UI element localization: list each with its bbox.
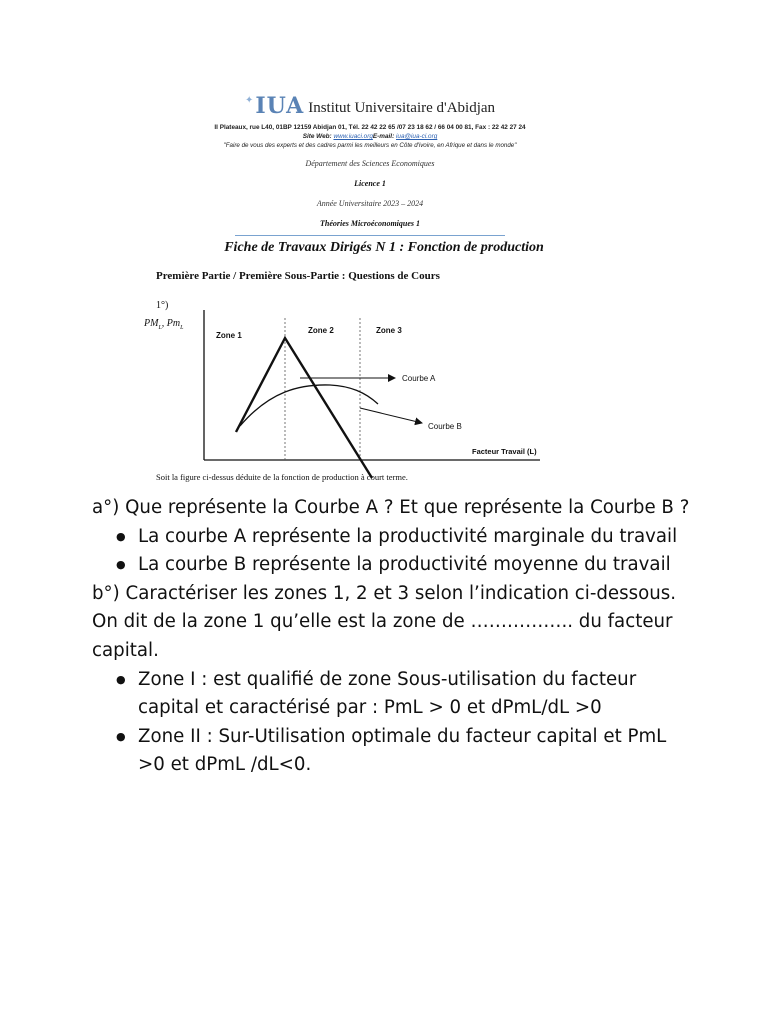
curve-a-label: Courbe A: [402, 374, 436, 383]
answers-section: [92, 494, 692, 780]
curve-a: [236, 338, 372, 478]
level: Licence 1: [354, 179, 386, 188]
production-function-figure: [140, 296, 560, 486]
y-axis-label: $PM_L$, $Pm_L$: [144, 318, 184, 331]
zone-1-label: Zone 1: [216, 331, 242, 340]
list-item: ● La courbe B représente la productivité moyenne du travail: [138, 551, 692, 580]
institution-name: Institut Universitaire d'Abidjan: [308, 100, 496, 116]
question-b: b°) Caractériser les zones 1, 2 et 3 selon l’indication ci-dessous.: [92, 582, 676, 604]
motto: "Faire de vous des experts et des cadres parmi les meilleurs en Côte d'ivoire, en Afrique et dans le monde": [223, 142, 517, 149]
zone-statement: On dit de la zone 1 qu’elle est la zone de …………….. du facteur capital.: [92, 611, 673, 661]
answers-a-list: [92, 523, 692, 580]
contact-line: [180, 133, 560, 140]
institution-logo: [180, 88, 560, 118]
letterhead: [180, 88, 560, 236]
header-divider: [235, 235, 505, 236]
worksheet-title: Fiche de Travaux Dirigés N 1 : Fonction de production: [224, 240, 544, 255]
question-number: 1°): [156, 300, 169, 311]
figure-caption: Soit la figure ci-dessus déduite de la fonction de production à court terme.: [156, 472, 408, 482]
email-label: E-mail:: [372, 133, 395, 140]
site-label: Site Web:: [302, 133, 332, 140]
answers-b-list: [92, 666, 692, 780]
question-a: a°) Que représente la Courbe A ? Et que représente la Courbe B ?: [92, 497, 690, 518]
part-title: Première Partie / Première Sous-Partie : Questions de Cours: [156, 270, 440, 282]
zone-3-label: Zone 3: [376, 326, 402, 335]
logo-mark: IUA: [255, 93, 305, 119]
list-item: ● La courbe A représente la productivité marginale du travail: [138, 523, 692, 552]
curve-b-arrow: [360, 408, 422, 423]
x-axis-label: Facteur Travail (L): [472, 447, 537, 456]
curve-b-label: Courbe B: [428, 422, 462, 431]
email-link[interactable]: iua@iua-ci.org: [396, 133, 438, 140]
institution-address: II Plateaux, rue L40, 01BP 12159 Abidjan 01, Tél. 22 42 22 65 /07 23 18 62 / 66 04 00 81, Fax : 22 42 27 24: [214, 124, 526, 131]
star-icon: ✦: [244, 95, 254, 106]
zone-2-label: Zone 2: [308, 326, 334, 335]
academic-year: Année Universitaire 2023 – 2024: [316, 199, 424, 208]
curve-b: [240, 385, 378, 426]
department: Département des Sciences Economiques: [305, 159, 435, 168]
figure-svg: [140, 296, 560, 486]
list-item: ● Zone I : est qualifié de zone Sous-utilisation du facteur capital et caractérisé par : PmL > 0 et dPmL/dL >0: [138, 666, 692, 723]
list-item: ● Zone II : Sur-Utilisation optimale du facteur capital et PmL >0 et dPmL /dL<0.: [138, 723, 692, 780]
site-link[interactable]: www.iuaci.org: [333, 133, 373, 140]
course-name: Théories Microéconomiques 1: [320, 219, 420, 228]
